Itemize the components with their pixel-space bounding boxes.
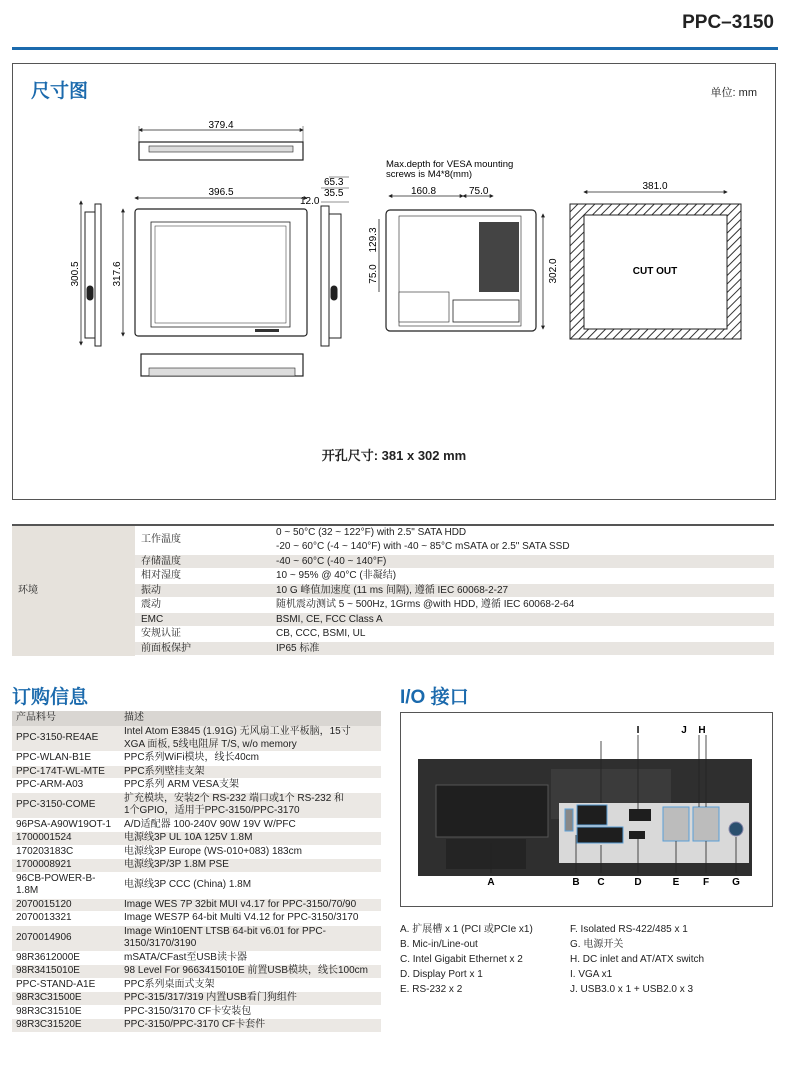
io-legend-item: E. RS-232 x 2	[400, 984, 463, 995]
dim-317-6: 317.6	[112, 261, 123, 287]
env-category: 环境	[12, 525, 135, 656]
dim-65-3: 65.3	[324, 177, 344, 188]
part-number: 1700001524	[12, 832, 120, 846]
io-label-i: I	[636, 725, 640, 736]
ordering-title: 订购信息	[12, 687, 89, 708]
ordering-row	[12, 752, 381, 766]
part-description	[120, 845, 381, 859]
ordering-row	[12, 965, 381, 979]
dim-381-0: 381.0	[642, 181, 668, 192]
model-name: PPC–3150	[682, 12, 774, 33]
dimension-drawings	[13, 64, 777, 501]
dim-302-0: 302.0	[548, 258, 559, 284]
part-number: PPC-STAND-A1E	[12, 978, 120, 992]
part-description	[120, 818, 381, 832]
env-value: 随机震动测试 5 ~ 500Hz, 1Grms @with HDD, 遵循 IEC 60068-2-64	[270, 598, 774, 613]
dimension-unit: 单位: mm	[710, 87, 757, 99]
part-number: 96PSA-A90W19OT-1	[12, 818, 120, 832]
ordering-row	[12, 779, 381, 793]
env-value: 10 G 峰值加速度 (11 ms 间隔), 遵循 IEC 60068-2-27	[270, 583, 774, 598]
io-label-c: C	[597, 877, 605, 888]
ordering-row	[12, 912, 381, 926]
io-legend-item: F. Isolated RS-422/485 x 1	[570, 924, 688, 935]
column-header: 产品料号	[12, 711, 120, 726]
part-description	[120, 832, 381, 846]
part-description	[120, 992, 381, 1006]
ordering-row	[12, 978, 381, 992]
part-description	[120, 1005, 381, 1019]
cutout-label: CUT OUT	[632, 266, 678, 277]
ordering-row	[12, 845, 381, 859]
io-label-a: A	[487, 877, 495, 888]
environment-table	[12, 524, 774, 656]
io-diagram	[401, 713, 774, 908]
dim-379-4: 379.4	[208, 120, 234, 131]
description-line: 电源线3P UL 10A 125V 1.8M	[124, 832, 253, 843]
description-line: A/D适配器 100-240V 90W 19V W/PFC	[124, 818, 296, 830]
part-description	[120, 872, 381, 898]
description-line: PPC-3150/PPC-3170 CF卡套件	[124, 1019, 266, 1030]
ordering-row	[12, 925, 381, 951]
io-label-j: J	[681, 725, 687, 736]
env-value: BSMI, CE, FCC Class A	[270, 612, 774, 627]
vesa-note-2: screws is M4*8(mm)	[386, 169, 473, 180]
io-label-f: F	[702, 877, 710, 888]
dim-396-5: 396.5	[208, 187, 234, 198]
env-row	[12, 525, 774, 540]
header-rule	[12, 47, 778, 50]
io-legend-left	[400, 922, 533, 997]
part-number: 96CB-POWER-B-1.8M	[12, 872, 120, 898]
dim-160-8: 160.8	[411, 186, 437, 197]
io-label-d: D	[634, 877, 642, 888]
io-legend-item: B. Mic-in/Line-out	[400, 939, 478, 950]
dim-75-0-horizontal: 75.0	[469, 186, 489, 197]
io-label-b: B	[572, 877, 580, 888]
ordering-row	[12, 992, 381, 1006]
part-number: PPC-3150-COME	[12, 792, 120, 818]
ordering-row	[12, 765, 381, 779]
env-value: CB, CCC, BSMI, UL	[270, 627, 774, 642]
left-side-view	[85, 204, 101, 346]
dimension-title: 尺寸图	[31, 81, 89, 102]
io-label-h: H	[698, 725, 706, 736]
io-panel-frame	[400, 712, 773, 907]
part-number: 2070015120	[12, 898, 120, 912]
description-line: Intel Atom E3845 (1.91G) 无风扇工业平板脑，15寸	[124, 726, 351, 737]
rear-view	[379, 196, 543, 331]
part-description	[120, 792, 381, 818]
env-value: -40 ~ 60°C (-40 ~ 140°F)	[270, 554, 774, 569]
description-line: Image Win10ENT LTSB 64-bit v6.01 for PPC-3150/3170/3190	[124, 925, 326, 949]
env-value: 0 ~ 50°C (32 ~ 122°F) with 2.5" SATA HDD	[270, 525, 774, 540]
part-number: 170203183C	[12, 845, 120, 859]
io-legend-item: D. Display Port x 1	[400, 969, 483, 980]
io-legend-item: I. VGA x1	[570, 969, 613, 980]
description-line: PPC系列壁挂支架	[124, 765, 205, 777]
description-line: mSATA/CFast至USB读卡器	[124, 951, 247, 963]
description-line: XGA 面板, 5线电阻屏 T/S, w/o memory	[124, 738, 297, 750]
ordering-row	[12, 832, 381, 846]
description-line: 电源线3P Europe (WS-010+083) 183cm	[124, 845, 302, 857]
description-line: Image WES 7P 32bit MUI v4.17 for PPC-3150/70/90	[124, 898, 357, 910]
dim-300-5: 300.5	[70, 261, 81, 287]
description-line: 电源线3P/3P 1.8M PSE	[124, 859, 229, 870]
description-line: 扩充模块，安装2个 RS-232 端口或1个 RS-232 和	[124, 792, 345, 804]
description-line: PPC系列WiFi模块，线长40cm	[124, 752, 260, 763]
ordering-row	[12, 1019, 381, 1033]
dim-129-3: 129.3	[368, 227, 379, 253]
part-description	[120, 752, 381, 766]
part-number: 2070014906	[12, 925, 120, 951]
part-description	[120, 779, 381, 793]
description-line: PPC-315/317/319 内置USB看门狗组件	[124, 992, 297, 1003]
part-number: 98R3C31520E	[12, 1019, 120, 1033]
part-description	[120, 951, 381, 965]
part-number: 98R3415010E	[12, 965, 120, 979]
top-view	[139, 126, 303, 160]
dimension-drawing-panel	[12, 63, 776, 500]
ordering-row	[12, 872, 381, 898]
io-legend-item: H. DC inlet and AT/ATX switch	[570, 954, 705, 965]
dim-75-0-vertical: 75.0	[368, 264, 379, 284]
description-line: Image WES7P 64-bit Multi V4.12 for PPC-3150/3170	[124, 912, 359, 923]
part-number: 98R3C31510E	[12, 1005, 120, 1019]
env-name: 震动	[135, 598, 270, 613]
io-legend-item: A. 扩展槽 x 1 (PCI 或PCIe x1)	[400, 924, 533, 935]
description-line: PPC系列桌面式支架	[124, 978, 215, 990]
ordering-header-row	[12, 711, 381, 726]
ordering-row	[12, 859, 381, 873]
part-description	[120, 765, 381, 779]
cutout-size: 开孔尺寸: 381 x 302 mm	[321, 448, 467, 463]
vesa-note-1: Max.depth for VESA mounting	[386, 159, 514, 170]
env-value: 10 ~ 95% @ 40°C (非凝结)	[270, 569, 774, 584]
io-legend-item: G. 电源开关	[570, 939, 624, 950]
dim-35-5: 35.5	[324, 188, 344, 199]
dim-12-0: 12.0	[300, 196, 320, 207]
part-number: PPC-3150-RE4AE	[12, 726, 120, 752]
ordering-row	[12, 726, 381, 752]
part-description	[120, 859, 381, 873]
part-description	[120, 978, 381, 992]
part-description	[120, 898, 381, 912]
part-number: 1700008921	[12, 859, 120, 873]
part-number: 2070013321	[12, 912, 120, 926]
ordering-row	[12, 792, 381, 818]
env-name: 工作温度	[135, 525, 270, 554]
part-number: 98R3612000E	[12, 951, 120, 965]
env-value: -20 ~ 60°C (-4 ~ 140°F) with -40 ~ 85°C mSATA or 2.5" SATA SSD	[270, 540, 774, 555]
env-name: 存储温度	[135, 554, 270, 569]
ordering-row	[12, 898, 381, 912]
part-description	[120, 726, 381, 752]
part-number: PPC-ARM-A03	[12, 779, 120, 793]
description-line: PPC-3150/3170 CF卡安装包	[124, 1005, 252, 1017]
description-line: PPC系列 ARM VESA支架	[124, 779, 240, 790]
io-label-g: G	[732, 877, 740, 888]
part-number: PPC-WLAN-B1E	[12, 752, 120, 766]
env-name: 前面板保护	[135, 641, 270, 656]
io-title: I/O 接口	[400, 687, 469, 708]
part-description	[120, 912, 381, 926]
part-number: 98R3C31500E	[12, 992, 120, 1006]
description-line: 98 Level For 9663415010E 前置USB模块，线长100cm	[124, 965, 369, 976]
env-value: IP65 标准	[270, 641, 774, 656]
ordering-row	[12, 951, 381, 965]
ordering-row	[12, 818, 381, 832]
part-description	[120, 1019, 381, 1033]
part-number: PPC-174T-WL-MTE	[12, 765, 120, 779]
right-side-view	[321, 177, 349, 346]
part-description	[120, 925, 381, 951]
io-legend-right	[570, 922, 704, 997]
env-name: 相对湿度	[135, 569, 270, 584]
ordering-row	[12, 1005, 381, 1019]
io-legend-item: C. Intel Gigabit Ethernet x 2	[400, 954, 523, 965]
column-header: 描述	[120, 711, 381, 726]
description-line: 1个GPIO，适用于PPC-3150/PPC-3170	[124, 805, 300, 816]
env-name: 安规认证	[135, 627, 270, 642]
description-line: 电源线3P CCC (China) 1.8M	[124, 878, 252, 890]
part-description	[120, 965, 381, 979]
ordering-table	[12, 711, 381, 1033]
env-name: EMC	[135, 612, 270, 627]
io-label-e: E	[672, 877, 680, 888]
env-name: 振动	[135, 583, 270, 598]
io-legend-item: J. USB3.0 x 1 + USB2.0 x 3	[570, 984, 694, 995]
bottom-view	[141, 354, 303, 376]
